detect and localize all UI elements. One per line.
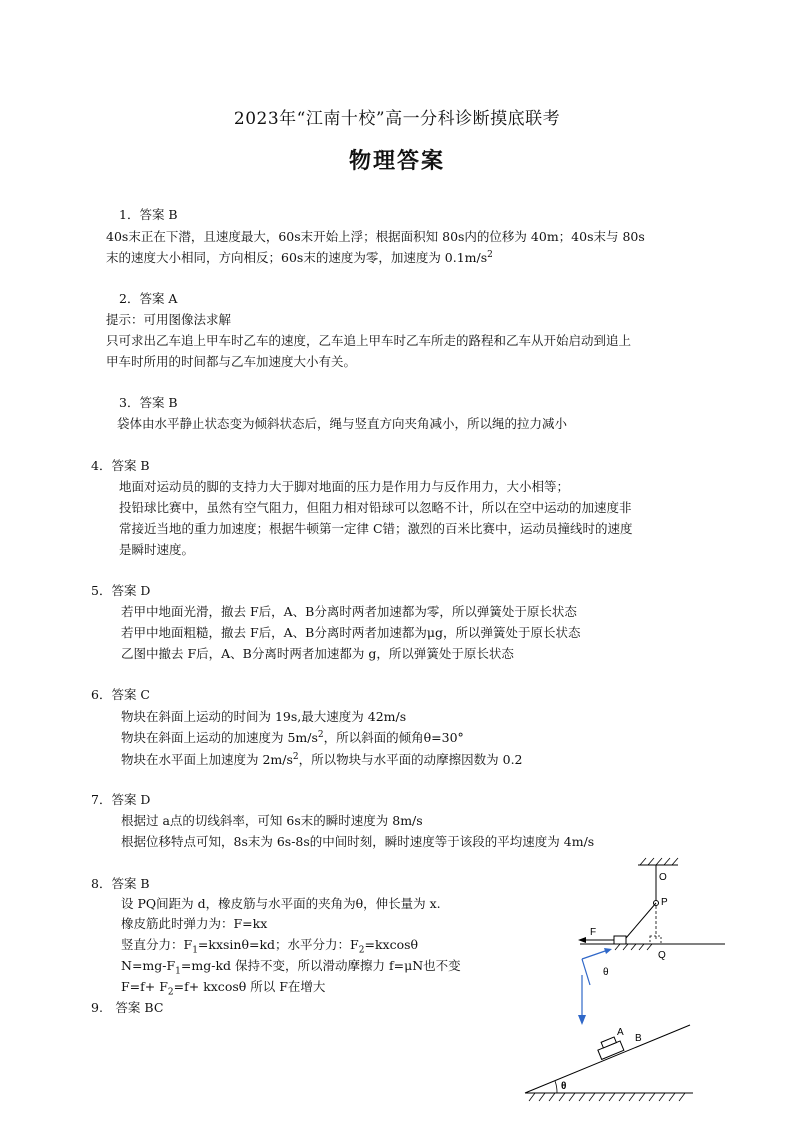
q8-explanation-line: 竖直分力：$F_1=kxsin\theta=kd$；水平分力：$F_2=kxcos\theta$ bbox=[121, 937, 419, 956]
q8-rubber-band-figure bbox=[560, 855, 730, 985]
q8-explanation-line: 橡皮筋此时弹力为：F=kx bbox=[121, 916, 268, 931]
q5-explanation-line: 乙图中撤去 F后，A、B分离时两者加速都为 g，所以弹簧处于原长状态 bbox=[121, 646, 514, 661]
q4-explanation-line: 投铅球比赛中，虽然有空气阻力，但阻力相对铅球可以忽略不计，所以在空中运动的加速度非 bbox=[119, 500, 632, 515]
q5-explanation-line: 若甲中地面粗糙，撤去 F后，A、B分离时两者加速都为μg，所以弹簧处于原长状态 bbox=[121, 625, 581, 640]
q6-answer-head: 6．答案 C bbox=[91, 687, 150, 702]
label-theta: θ bbox=[603, 967, 609, 978]
q4-explanation-line: 常接近当地的重力加速度；根据牛顿第一定律 C错；激烈的百米比赛中，运动员撞线时的速度 bbox=[119, 521, 633, 536]
document-title: 2023年“江南十校”高一分科诊断摸底联考 bbox=[233, 109, 561, 129]
label-o: O bbox=[659, 872, 667, 883]
q8-explanation-line: 设 PQ间距为 d，橡皮筋与水平面的夹角为θ，伸长量为 x. bbox=[121, 896, 441, 911]
q2-answer-head: 2．答案 A bbox=[119, 291, 178, 306]
q8-explanation-line: $N=mg-F_1=mg-kd$ 保持不变，所以滑动摩擦力 f=μN也不变 bbox=[121, 958, 461, 977]
q5-explanation-line: 若甲中地面光滑，撤去 F后，A、B分离时两者加速都为零，所以弹簧处于原长状态 bbox=[121, 604, 577, 619]
q4-explanation-line: 地面对运动员的脚的支持力大于脚对地面的压力是作用力与反作用力，大小相等； bbox=[119, 479, 570, 494]
q4-answer-head: 4．答案 B bbox=[91, 458, 150, 473]
q9-answer-head: 9. 答案 BC bbox=[91, 1000, 164, 1015]
q6-explanation-line: 物块在斜面上运动的加速度为 $5m/s^2$，所以斜面的倾角θ=30° bbox=[121, 729, 464, 745]
label-f: F bbox=[590, 927, 597, 938]
q1-explanation-line: 40s末正在下潜，且速度最大，60s末开始上浮；根据面积知 80s内的位移为 40m；40s末与 80s bbox=[106, 229, 645, 244]
incline-theta: θ bbox=[561, 1081, 567, 1092]
q9-incline-figure bbox=[525, 1015, 705, 1110]
q8-explanation-line: $F=f+ F_2=f+ kxcos\theta$ 所以 F在增大 bbox=[121, 979, 326, 998]
label-q: Q bbox=[658, 950, 666, 961]
q8-answer-head: 8．答案 B bbox=[91, 876, 150, 891]
label-p: P bbox=[661, 897, 668, 908]
label-b: B bbox=[635, 1033, 642, 1044]
q3-explanation-line: 袋体由水平静止状态变为倾斜状态后，绳与竖直方向夹角减小，所以绳的拉力减小 bbox=[117, 416, 568, 431]
q1-answer-head: 1．答案 B bbox=[119, 207, 178, 222]
q6-explanation-line: 物块在水平面上加速度为 $2m/s^2$，所以物块与水平面的动摩擦因数为 0.2 bbox=[121, 751, 523, 767]
q1-explanation-line: 末的速度大小相同，方向相反；60s末的速度为零，加速度为 $0.1m/s^2$ bbox=[106, 249, 493, 265]
q3-answer-head: 3．答案 B bbox=[119, 395, 178, 410]
q7-explanation-line: 根据过 a点的切线斜率，可知 6s末的瞬时速度为 8m/s bbox=[121, 813, 423, 828]
q2-hint: 提示：可用图像法求解 bbox=[106, 312, 232, 327]
q7-answer-head: 7．答案 D bbox=[91, 792, 151, 807]
q6-explanation-line: 物块在斜面上运动的时间为 19s,最大速度为 42m/s bbox=[121, 709, 407, 724]
q4-explanation-line: 是瞬时速度。 bbox=[119, 542, 195, 557]
q2-explanation-line: 只可求出乙车追上甲车时乙车的速度，乙车追上甲车时乙车所走的路程和乙车从开始启动到追上 bbox=[106, 333, 632, 348]
document-subtitle: 物理答案 bbox=[348, 149, 445, 174]
q5-answer-head: 5．答案 D bbox=[91, 583, 151, 598]
label-a: A bbox=[617, 1027, 624, 1038]
q2-explanation-line: 甲车时所用的时间都与乙车加速度大小有关。 bbox=[106, 354, 357, 369]
q7-explanation-line: 根据位移特点可知，8s末为 6s-8s的中间时刻，瞬时速度等于该段的平均速度为 4m/s bbox=[121, 834, 595, 849]
